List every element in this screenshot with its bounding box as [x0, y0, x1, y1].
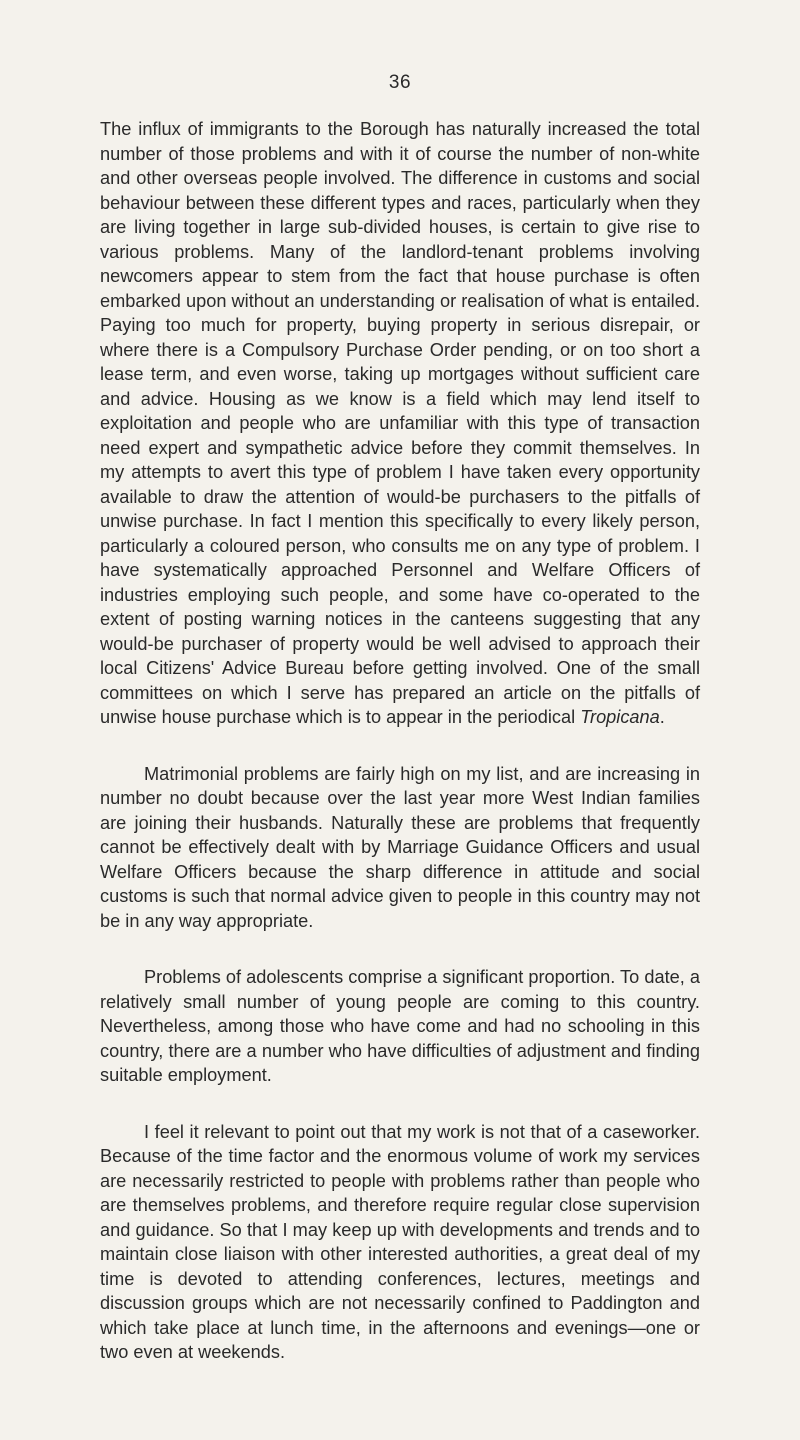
periodical-title: Tropicana: [580, 707, 660, 727]
body-text: [100, 117, 700, 1397]
paragraph-caseworker-role: I feel it relevant to point out that my work is not that of a caseworker. Because of the time factor and the enormous volume of work my services are necessarily restricted to people with problems rather than people who are themselves problems, and therefore require regular close supervision and guidance. So that I may keep up with developments and trends and to maintain close liaison with other interested authorities, a great deal of my time is devoted to attending conferences, lectures, meetings and discussion groups which are not necessarily confined to Paddington and which take place at lunch time, in the afternoons and evenings—one or two even at weekends.: [100, 1121, 700, 1362]
paragraph-text: The influx of immigrants to the Borough has naturally increased the total number of those problems and with it of course the number of non-white and other overseas people involved. The difference in customs and social behaviour between these different types and races, particularly when they are living together in large sub-divided houses, is certain to give rise to various problems. Many of the landlord-tenant problems involving newcomers appear to stem from the fact that house purchase is often embarked upon without an understanding or realisation of what is entailed. Paying too much for property, buying property in serious disrepair, or where there is a Compulsory Purchase Order pending, or on too short a lease term, and even worse, taking up mortgages without sufficient care and advice. Housing as we know is a field which may lend itself to exploitation and people who are unfamiliar with this type of transaction need expert and sympathetic advice before they commit themselves. In my attempts to avert this type of problem I have taken every opportunity available to draw the attention of would-be purchasers to the pitfalls of unwise purchase. In fact I mention this specifically to every likely person, particularly a coloured person, who consults me on any type of problem. I have systematically approached Personnel and Welfare Officers of industries employing such people, and some have co-operated to the extent of posting warning notices in the canteens suggesting that any would-be purchaser of property would be well advised to approach their local Citizens' Advice Bureau before getting involved. One of the small committees on which I serve has prepared an article on the pitfalls of unwise house purchase which is to appear in the periodical: [100, 119, 700, 727]
paragraph-matrimonial-problems: Matrimonial problems are fairly high on my list, and are increasing in number no doubt because over the last year more West Indian families are joining their husbands. Naturally these are problems that frequently cannot be effectively dealt with by Marriage Guidance Officers and usual Welfare Officers because the sharp difference in attitude and social customs is such that normal advice given to people in this country may not be in any way appropriate.: [100, 763, 700, 931]
page-number: 36: [388, 72, 412, 93]
paragraph-immigrants-housing: [100, 117, 700, 730]
paragraph-adolescent-problems: Problems of adolescents comprise a significant proportion. To date, a relatively small number of young people are coming to this country. Nevertheless, among those who have come and had no schooling in this country, there are a number who have difficulties of adjustment and finding suitable employment.: [100, 967, 700, 1085]
paragraph-end-punctuation: .: [659, 707, 665, 727]
